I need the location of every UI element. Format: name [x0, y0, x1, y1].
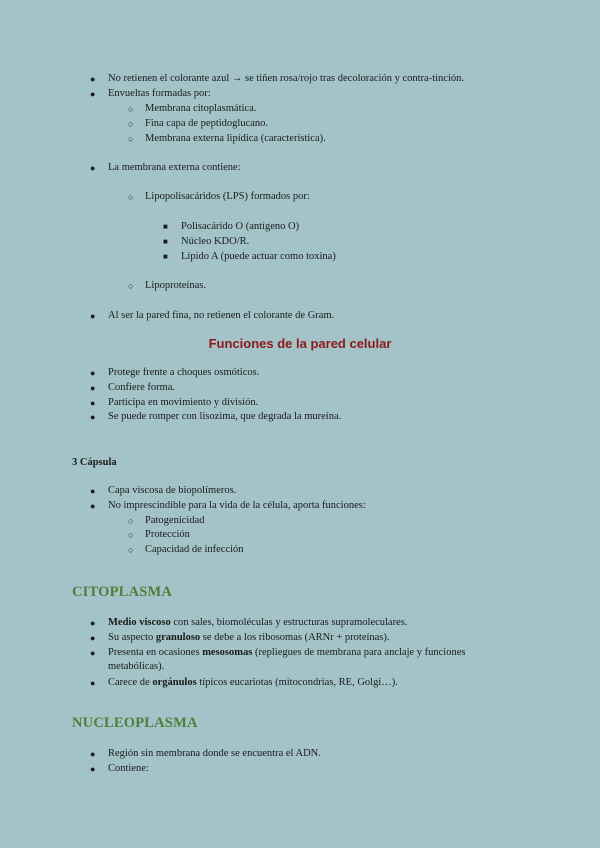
- bullet-icon: ●: [90, 412, 96, 422]
- circle-bullet-icon: ○: [128, 119, 134, 129]
- bullet-icon: ●: [90, 678, 96, 688]
- bold-term: orgánulos: [152, 677, 197, 688]
- circle-bullet-icon: ○: [128, 516, 134, 526]
- bold-term: granuloso: [155, 632, 201, 643]
- list-item: La membrana externa contiene:: [108, 162, 241, 173]
- list-item: Membrana citoplasmática.: [145, 103, 257, 114]
- circle-bullet-icon: ○: [128, 104, 134, 114]
- list-item: [108, 616, 407, 630]
- item-text: Presenta en ocasiones: [108, 647, 203, 658]
- list-item: [108, 631, 390, 645]
- bullet-icon: ●: [90, 398, 96, 408]
- list-item: Polisacárido O (antígeno O): [181, 221, 300, 232]
- subsection-heading-capsula: 3 Cápsula: [72, 457, 117, 468]
- list-item: No retienen el colorante azul → se tiñen rosa/rojo tras decoloración y contra-tinción.: [108, 73, 464, 84]
- list-item: Confiere forma.: [108, 382, 176, 393]
- item-text: con sales, biomoléculas y estructuras supramoleculares.: [170, 617, 408, 628]
- item-text: se debe a los ribosomas (ARNr + proteínas).: [200, 632, 390, 643]
- list-item: Fina capa de peptidoglucano.: [145, 118, 269, 129]
- bullet-icon: ●: [90, 89, 96, 99]
- bullet-icon: ●: [90, 311, 96, 321]
- section-heading-citoplasma: CITOPLASMA: [72, 584, 173, 600]
- square-bullet-icon: ■: [163, 237, 168, 246]
- bullet-icon: ●: [90, 618, 96, 628]
- item-text: Su aspecto: [108, 632, 156, 643]
- section-heading-nucleoplasma: NUCLEOPLASMA: [72, 715, 198, 731]
- list-item: Membrana externa lipídica (característica).: [145, 133, 326, 144]
- list-item: Lípido A (puede actuar como toxina): [181, 251, 336, 262]
- bullet-icon: ●: [90, 383, 96, 393]
- item-text: Carece de: [108, 677, 153, 688]
- circle-bullet-icon: ○: [128, 192, 134, 202]
- list-item: Se puede romper con lisozima, que degrada la mureína.: [108, 411, 342, 422]
- square-bullet-icon: ■: [163, 222, 168, 231]
- bold-term: Medio viscoso: [108, 617, 171, 628]
- bullet-icon: ●: [90, 501, 96, 511]
- bullet-icon: ●: [90, 749, 96, 759]
- bullet-icon: ●: [90, 74, 96, 84]
- item-text: típicos eucariotas (mitocondrias, RE, Golgi…).: [196, 677, 398, 688]
- list-item: Contiene:: [108, 763, 149, 774]
- bullet-icon: ●: [90, 648, 96, 658]
- list-item: Capa viscosa de biopolímeros.: [108, 485, 237, 496]
- section-heading-funciones: Funciones de la pared celular: [208, 336, 392, 351]
- bullet-icon: ●: [90, 764, 96, 774]
- item-text: (repliegues de membrana para anclaje y funciones: [252, 647, 466, 658]
- circle-bullet-icon: ○: [128, 545, 134, 555]
- list-item: [108, 646, 465, 660]
- list-item: Lipopolisacáridos (LPS) formados por:: [145, 191, 310, 202]
- list-item: Región sin membrana donde se encuentra el ADN.: [108, 748, 321, 759]
- bold-term: mesosomas: [202, 647, 253, 658]
- list-item-continuation: metabólicas).: [108, 661, 165, 672]
- bullet-icon: ●: [90, 163, 96, 173]
- list-item: Capacidad de infección: [145, 544, 244, 555]
- list-item: No imprescindible para la vida de la célula, aporta funciones:: [108, 500, 366, 511]
- bullet-icon: ●: [90, 486, 96, 496]
- list-item: Patogenicidad: [145, 515, 205, 526]
- list-item: Núcleo KDO/R.: [181, 236, 250, 247]
- circle-bullet-icon: ○: [128, 134, 134, 144]
- square-bullet-icon: ■: [163, 252, 168, 261]
- list-item: Protege frente a choques osmóticos.: [108, 367, 260, 378]
- list-item: Envueltas formadas por:: [108, 88, 211, 99]
- list-item: Protección: [145, 529, 190, 540]
- list-item: Participa en movimiento y división.: [108, 397, 259, 408]
- list-item: [108, 676, 398, 690]
- list-item: Al ser la pared fina, no retienen el colorante de Gram.: [108, 310, 335, 321]
- circle-bullet-icon: ○: [128, 530, 134, 540]
- list-item: Lipoproteínas.: [145, 280, 206, 291]
- bullet-icon: ●: [90, 368, 96, 378]
- bullet-icon: ●: [90, 633, 96, 643]
- circle-bullet-icon: ○: [128, 281, 134, 291]
